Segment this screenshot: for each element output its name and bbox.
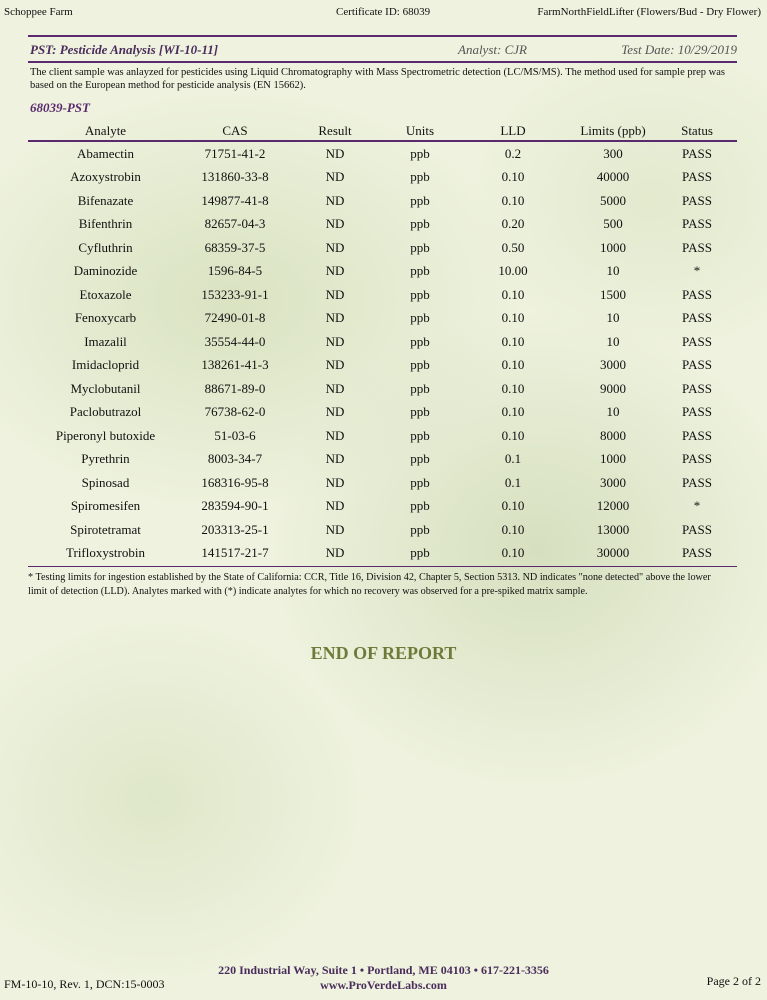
cell-units: ppb xyxy=(410,286,430,302)
cell-cas: 138261-41-3 xyxy=(201,357,269,373)
cell-analyte: Myclobutanil xyxy=(70,380,141,396)
cell-limits: 10 xyxy=(606,404,620,420)
lab-contact xyxy=(0,963,767,993)
test-date: Test Date: 10/29/2019 xyxy=(621,42,737,57)
cell-result: ND xyxy=(325,521,345,537)
cell-cas: 131860-33-8 xyxy=(201,169,269,185)
cell-result: ND xyxy=(325,333,345,349)
cell-status: PASS xyxy=(682,192,712,208)
method-description: The client sample was anlayzed for pesticides using Liquid Chromatography with Mass Spectrometric detection (LC/MS/MS). The method used for sample prep was based on the European method for pesticide analysis (EN 15662). xyxy=(30,67,725,91)
cell-limits: 13000 xyxy=(596,521,630,537)
form-number: FM-10-10, Rev. 1, DCN:15-0003 xyxy=(4,977,165,991)
cell-limits: 40000 xyxy=(596,169,630,185)
cell-status: PASS xyxy=(682,474,712,490)
cell-analyte: Piperonyl butoxide xyxy=(55,427,156,443)
cell-cas: 72490-01-8 xyxy=(204,310,266,326)
cell-analyte: Cyfluthrin xyxy=(78,239,133,255)
cell-lld: 0.10 xyxy=(501,498,525,514)
header-limits: Limits (ppb) xyxy=(580,123,646,138)
cell-status: PASS xyxy=(682,404,712,420)
cell-units: ppb xyxy=(410,521,430,537)
cell-cas: 141517-21-7 xyxy=(201,545,269,561)
cell-result: ND xyxy=(325,216,345,232)
cell-analyte: Bifenthrin xyxy=(78,216,133,232)
section-top-rule xyxy=(28,35,737,37)
cell-result: ND xyxy=(325,498,345,514)
cell-limits: 30000 xyxy=(596,545,630,561)
cell-lld: 0.50 xyxy=(501,239,525,255)
analyst: Analyst: CJR xyxy=(458,42,527,57)
table-row xyxy=(28,401,737,425)
table-row xyxy=(28,354,737,378)
cell-result: ND xyxy=(325,263,345,279)
cell-result: ND xyxy=(325,145,345,161)
table-row xyxy=(28,495,737,519)
results-body xyxy=(28,141,737,565)
cell-units: ppb xyxy=(410,474,430,490)
cell-analyte: Bifenazate xyxy=(77,192,134,208)
cell-cas: 68359-37-5 xyxy=(204,239,266,255)
lab-website[interactable]: www.ProVerdeLabs.com xyxy=(320,978,447,992)
table-row xyxy=(28,189,737,213)
section-title: PST: Pesticide Analysis [WI-10-11] xyxy=(30,42,219,57)
cell-limits: 5000 xyxy=(600,192,626,208)
end-of-report: END OF REPORT xyxy=(310,643,457,663)
cell-analyte: Spiromesifen xyxy=(70,498,141,514)
cell-lld: 0.1 xyxy=(504,451,522,467)
table-row xyxy=(28,330,737,354)
cell-lld: 0.1 xyxy=(504,474,522,490)
cell-status: * xyxy=(693,263,701,279)
cell-limits: 8000 xyxy=(600,427,626,443)
cell-result: ND xyxy=(325,545,345,561)
table-row xyxy=(28,471,737,495)
section-heading xyxy=(30,42,737,58)
cell-analyte: Imazalil xyxy=(84,333,127,349)
cell-units: ppb xyxy=(410,498,430,514)
header-units: Units xyxy=(405,123,435,138)
cell-result: ND xyxy=(325,310,345,326)
cell-lld: 0.2 xyxy=(504,145,522,161)
cell-lld: 0.10 xyxy=(501,427,525,443)
cell-units: ppb xyxy=(410,169,430,185)
cell-units: ppb xyxy=(410,404,430,420)
cell-units: ppb xyxy=(410,263,430,279)
cell-status: PASS xyxy=(682,333,712,349)
cell-units: ppb xyxy=(410,545,430,561)
cell-lld: 0.20 xyxy=(501,216,525,232)
cell-cas: 71751-41-2 xyxy=(204,145,266,161)
cell-limits: 1500 xyxy=(600,286,626,302)
cell-status: PASS xyxy=(682,451,712,467)
cell-result: ND xyxy=(325,357,345,373)
cell-limits: 9000 xyxy=(600,380,626,396)
cell-status: PASS xyxy=(682,521,712,537)
cell-units: ppb xyxy=(410,357,430,373)
cell-limits: 12000 xyxy=(596,498,630,514)
cell-units: ppb xyxy=(410,380,430,396)
table-row xyxy=(28,424,737,448)
cell-status: PASS xyxy=(682,169,712,185)
cell-result: ND xyxy=(325,451,345,467)
cell-units: ppb xyxy=(410,333,430,349)
cell-analyte: Azoxystrobin xyxy=(70,169,141,185)
footnote: * Testing limits for ingestion established by the State of California: CCR, Title 16, Division 42, Chapter 5, Section 5313. ND indicates "none detected" above the lower limit of detection (LLD). Analytes marked with (*) indicate analytes for which no recovery was observed for a pre-spiked matrix sample. xyxy=(28,572,711,597)
cell-analyte: Trifloxystrobin xyxy=(66,545,145,561)
cell-analyte: Spirotetramat xyxy=(70,521,141,537)
cell-units: ppb xyxy=(410,239,430,255)
cell-cas: 168316-95-8 xyxy=(201,474,269,490)
table-row xyxy=(28,518,737,542)
cell-status: PASS xyxy=(682,310,712,326)
cell-limits: 10 xyxy=(606,263,620,279)
table-row xyxy=(28,307,737,331)
table-row xyxy=(28,213,737,237)
cell-cas: 88671-89-0 xyxy=(204,380,266,396)
results-table xyxy=(28,122,737,565)
cell-status: PASS xyxy=(682,545,712,561)
cell-result: ND xyxy=(325,192,345,208)
certificate-id: Certificate ID: 68039 xyxy=(336,6,431,18)
cell-lld: 0.10 xyxy=(501,192,525,208)
cell-cas: 76738-62-0 xyxy=(204,404,266,420)
cell-result: ND xyxy=(325,380,345,396)
table-row xyxy=(28,141,737,166)
cell-status: PASS xyxy=(682,427,712,443)
cell-result: ND xyxy=(325,474,345,490)
page-header xyxy=(4,6,761,22)
cell-cas: 51-03-6 xyxy=(214,427,256,443)
cell-limits: 10 xyxy=(606,333,620,349)
lab-address: 220 Industrial Way, Suite 1 • Portland, ME 04103 • 617-221-3356 xyxy=(218,963,549,977)
cell-analyte: Pyrethrin xyxy=(81,451,130,467)
cell-analyte: Fenoxycarb xyxy=(74,310,137,326)
cell-status: PASS xyxy=(682,239,712,255)
cell-cas: 283594-90-1 xyxy=(201,498,269,514)
header-result: Result xyxy=(318,123,352,138)
table-bottom-rule xyxy=(28,566,737,567)
cell-result: ND xyxy=(325,427,345,443)
section-bottom-rule xyxy=(28,61,737,63)
cell-analyte: Abamectin xyxy=(76,145,135,161)
cell-limits: 3000 xyxy=(600,357,626,373)
cell-status: PASS xyxy=(682,216,712,232)
cell-limits: 500 xyxy=(603,216,623,232)
cell-limits: 10 xyxy=(606,310,620,326)
cell-limits: 300 xyxy=(603,145,623,161)
cell-result: ND xyxy=(325,404,345,420)
cell-analyte: Imidacloprid xyxy=(71,357,140,373)
cell-lld: 0.10 xyxy=(501,333,525,349)
farm-name: Schoppee Farm xyxy=(4,6,73,18)
header-analyte: Analyte xyxy=(84,123,127,138)
cell-status: PASS xyxy=(682,357,712,373)
page-number: Page 2 of 2 xyxy=(706,974,761,988)
cell-analyte: Paclobutrazol xyxy=(69,404,142,420)
cell-units: ppb xyxy=(410,310,430,326)
cell-cas: 1596-84-5 xyxy=(207,263,263,279)
cell-limits: 1000 xyxy=(600,239,626,255)
cell-lld: 10.00 xyxy=(498,263,528,279)
cell-status: PASS xyxy=(682,380,712,396)
sample-id: 68039-PST xyxy=(30,100,90,115)
cell-limits: 3000 xyxy=(600,474,626,490)
cell-lld: 0.10 xyxy=(501,286,525,302)
cell-cas: 82657-04-3 xyxy=(204,216,266,232)
cell-cas: 149877-41-8 xyxy=(201,192,269,208)
cell-cas: 203313-25-1 xyxy=(201,521,269,537)
table-row xyxy=(28,166,737,190)
cell-result: ND xyxy=(325,239,345,255)
cell-cas: 8003-34-7 xyxy=(207,451,263,467)
cell-cas: 35554-44-0 xyxy=(204,333,266,349)
table-row xyxy=(28,283,737,307)
cell-status: PASS xyxy=(682,145,712,161)
cell-status: * xyxy=(693,498,701,514)
table-row xyxy=(28,260,737,284)
header-cas: CAS xyxy=(222,123,248,138)
cell-lld: 0.10 xyxy=(501,404,525,420)
sample-name: FarmNorthFieldLifter (Flowers/Bud - Dry Flower) xyxy=(537,6,761,18)
cell-analyte: Etoxazole xyxy=(79,286,132,302)
cell-units: ppb xyxy=(410,192,430,208)
table-header-row xyxy=(28,122,737,141)
cell-lld: 0.10 xyxy=(501,169,525,185)
header-lld: LLD xyxy=(500,123,526,138)
cell-analyte: Spinosad xyxy=(81,474,130,490)
table-row xyxy=(28,542,737,566)
cell-lld: 0.10 xyxy=(501,310,525,326)
table-row xyxy=(28,377,737,401)
cell-lld: 0.10 xyxy=(501,380,525,396)
cell-status: PASS xyxy=(682,286,712,302)
header-status: Status xyxy=(681,123,713,138)
cell-lld: 0.10 xyxy=(501,521,525,537)
table-row xyxy=(28,236,737,260)
cell-units: ppb xyxy=(410,145,430,161)
table-row xyxy=(28,448,737,472)
cell-units: ppb xyxy=(410,451,430,467)
cell-lld: 0.10 xyxy=(501,545,525,561)
cell-lld: 0.10 xyxy=(501,357,525,373)
cell-units: ppb xyxy=(410,427,430,443)
cell-units: ppb xyxy=(410,216,430,232)
cell-result: ND xyxy=(325,286,345,302)
cell-result: ND xyxy=(325,169,345,185)
cell-analyte: Daminozide xyxy=(73,263,138,279)
cell-limits: 1000 xyxy=(600,451,626,467)
cell-cas: 153233-91-1 xyxy=(201,286,269,302)
